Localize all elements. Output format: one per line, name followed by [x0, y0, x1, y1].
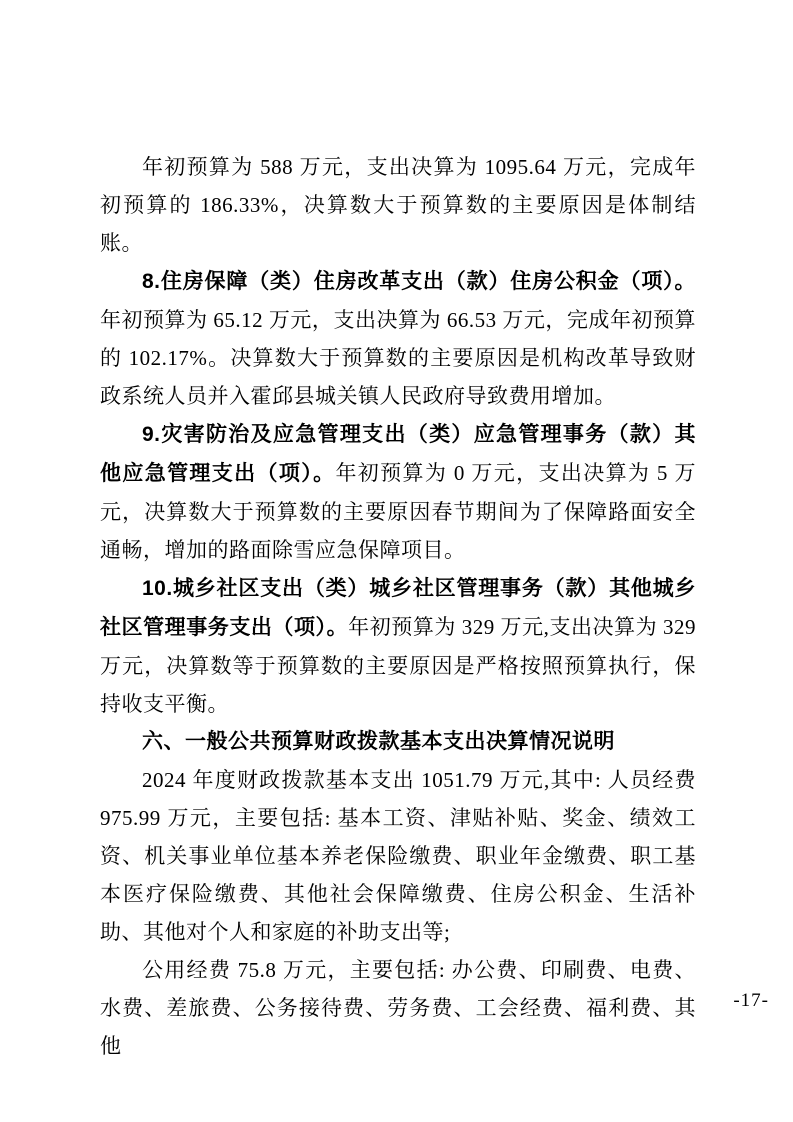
paragraph — [100, 415, 696, 569]
paragraph-text: 年初预算为 65.12 万元，支出决算为 66.53 万元，完成年初预算的 102.17%。决算数大于预算数的主要原因是机构改革导致财政系统人员并入霍邱县城关镇人民政府导致费用增加。 — [100, 308, 696, 408]
paragraph-text: 年初预算为 0 万元，支出决算为 5 万元，决算数大于预算数的主要原因春节期间为了保障路面安全通畅，增加的路面除雪应急保障项目。 — [100, 461, 697, 562]
paragraph-text: 年初预算为 588 万元，支出决算为 1095.64 万元，完成年初预算的 186.33%，决算数大于预算数的主要原因是体制结账。 — [100, 155, 696, 255]
page-number: -17- — [733, 990, 769, 1011]
paragraph — [100, 761, 696, 951]
section-heading — [100, 723, 696, 761]
paragraph-text: 2024 年度财政拨款基本支出 1051.79 万元,其中: 人员经费 975.99 万元，主要包括: 基本工资、津贴补贴、奖金、绩效工资、机关事业单位基本养老保险缴费、职业年金缴费、职工基本医疗保险缴费、其他社会保障缴费、住房公积金、生活补助、其他对个人和家庭的补助支出等; — [100, 768, 696, 944]
paragraph-lead-bold: 10.城乡社区支出（类）城乡社区管理事务（款）其他城乡社区管理事务支出（项）。 — [100, 577, 696, 639]
paragraph — [100, 569, 696, 723]
document-body — [100, 148, 696, 1065]
paragraph-text: 年初预算为 329 万元,支出决算为 329 万元，决算数等于预算数的主要原因是严格按照预算执行，保持收支平衡。 — [100, 615, 697, 716]
paragraph-lead-bold: 六、一般公共预算财政拨款基本支出决算情况说明 — [142, 730, 615, 753]
paragraph-lead-bold: 8.住房保障（类）住房改革支出（款）住房公积金（项）。 — [142, 270, 696, 293]
paragraph — [100, 262, 696, 415]
paragraph-lead-bold: 9.灾害防治及应急管理支出（类）应急管理事务（款）其他应急管理支出（项）。 — [100, 423, 696, 485]
paragraph — [100, 951, 696, 1065]
paragraph-text: 公用经费 75.8 万元，主要包括: 办公费、印刷费、电费、水费、差旅费、公务接待费、劳务费、工会经费、福利费、其他 — [100, 958, 696, 1058]
paragraph — [100, 148, 696, 262]
